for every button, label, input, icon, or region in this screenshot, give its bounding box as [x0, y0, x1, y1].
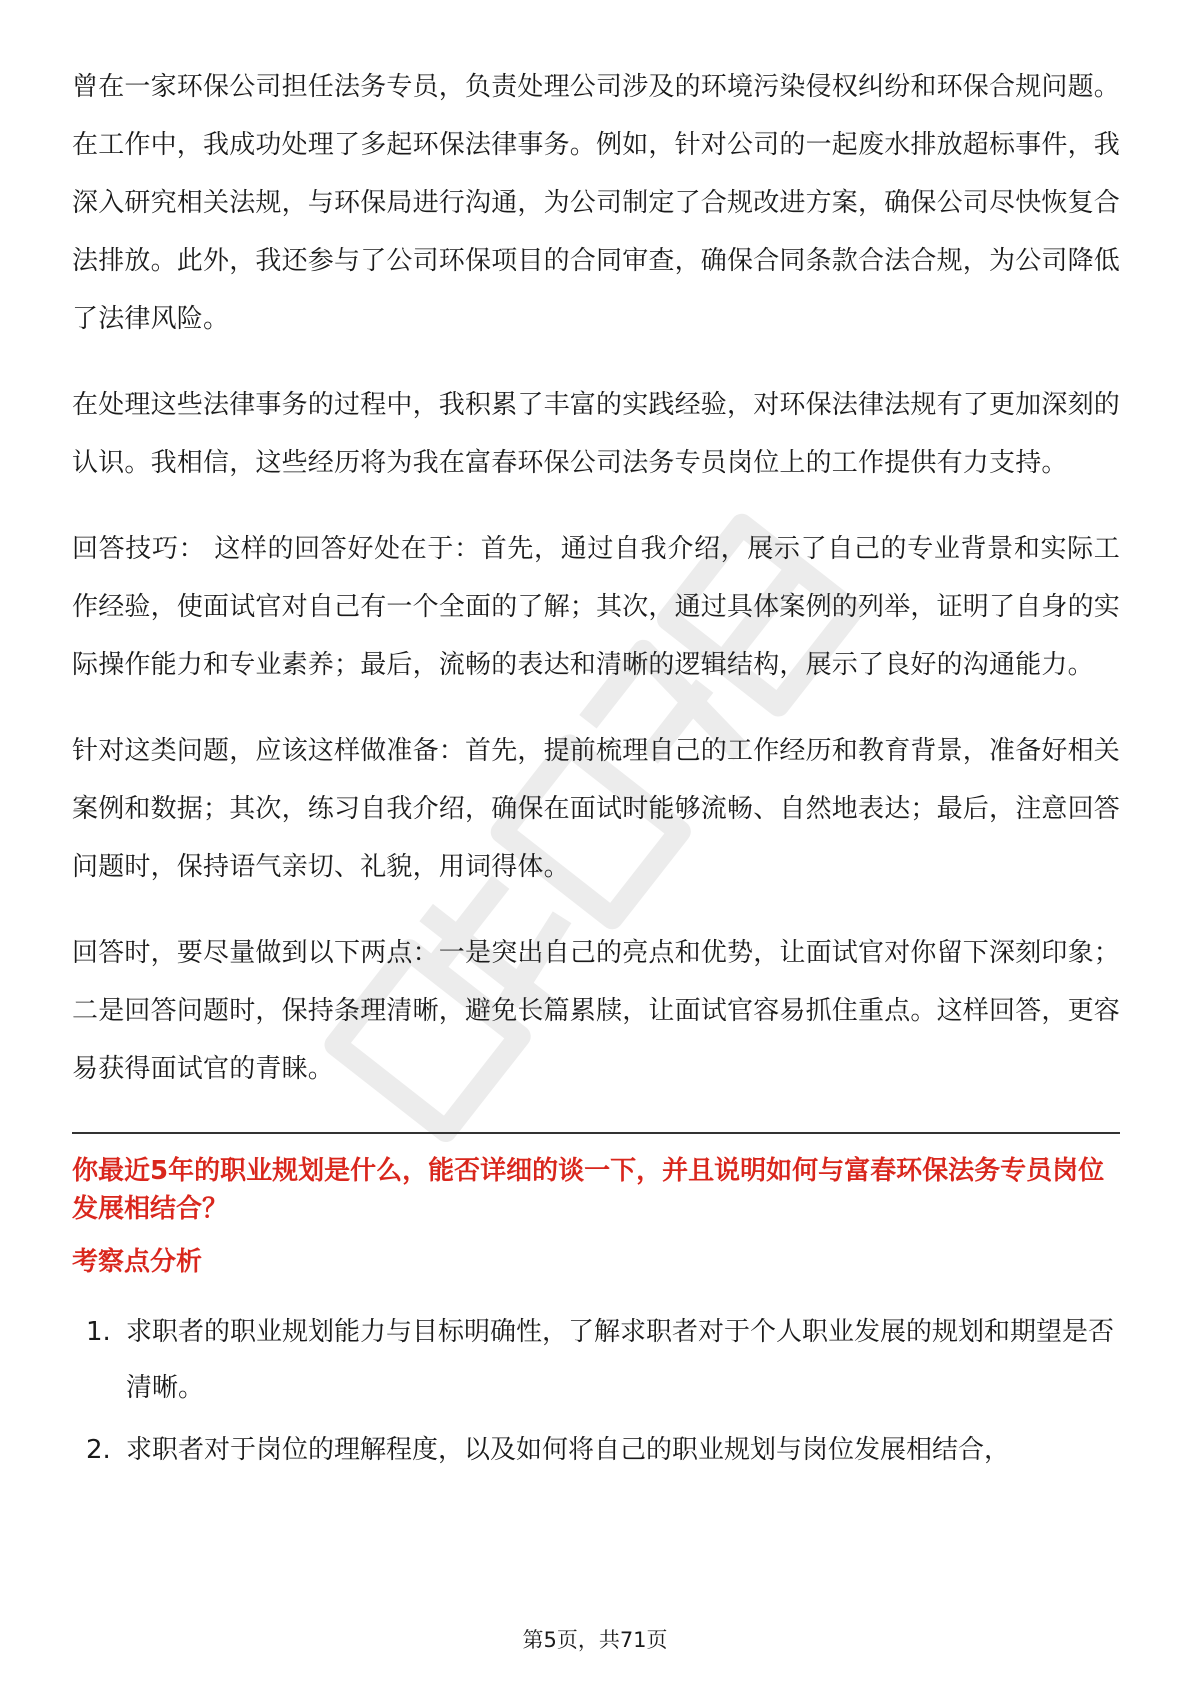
main-content: [72, 58, 1120, 1484]
section-title: 考察点分析: [72, 1247, 203, 1277]
answer-paragraph-1: 曾在一家环保公司担任法务专员，负责处理公司涉及的环境污染侵权纠纷和环保合规问题。在工作中，我成功处理了多起环保法律事务。例如，针对公司的一起废水排放超标事件，我深入研究相关法规，与环保局进行沟通，为公司制定了合规改进方案，确保公司尽快恢复合法排放。此外，我还参与了公司环保项目的合同审查，确保合同条款合法合规，为公司降低了法律风险。: [72, 72, 1121, 334]
list-number: 1.: [86, 1317, 111, 1347]
preparation-paragraph: 针对这类问题，应该这样做准备：首先，提前梳理自己的工作经历和教育背景，准备好相关案例和数据；其次，练习自我介绍，确保在面试时能够流畅、自然地表达；最后，注意回答问题时，保持语气亲切、礼貌，用词得体。: [72, 736, 1121, 882]
analysis-list: [72, 1304, 1120, 1478]
answer-tips-paragraph: 回答技巧： 这样的回答好处在于：首先，通过自我介绍，展示了自己的专业背景和实际工作经验，使面试官对自己有一个全面的了解；其次，通过具体案例的列举，证明了自身的实际操作能力和专业素养；最后，流畅的表达和清晰的逻辑结构，展示了良好的沟通能力。: [72, 534, 1121, 680]
answer-advice-paragraph: 回答时，要尽量做到以下两点：一是突出自己的亮点和优势，让面试官对你留下深刻印象；二是回答问题时，保持条理清晰，避免长篇累牍，让面试官容易抓住重点。这样回答，更容易获得面试官的青睐。: [72, 938, 1121, 1084]
list-number: 2.: [86, 1435, 111, 1465]
answer-paragraph-2: 在处理这些法律事务的过程中，我积累了丰富的实践经验，对环保法律法规有了更加深刻的认识。我相信，这些经历将为我在富春环保公司法务专员岗位上的工作提供有力支持。: [72, 390, 1121, 478]
page-footer: 第5页，共71页: [522, 1628, 668, 1652]
list-item-text: 求职者对于岗位的理解程度，以及如何将自己的职业规划与岗位发展相结合，: [126, 1435, 1011, 1465]
section-divider: [72, 1132, 1120, 1134]
list-item: [72, 1304, 1120, 1416]
interview-question: 你最近5年的职业规划是什么，能否详细的谈一下，并且说明如何与富春环保法务专员岗位发展相结合？: [72, 1156, 1105, 1224]
list-item: [72, 1422, 1120, 1478]
list-item-text: 求职者的职业规划能力与目标明确性，了解求职者对于个人职业发展的规划和期望是否清晰。: [126, 1317, 1115, 1403]
